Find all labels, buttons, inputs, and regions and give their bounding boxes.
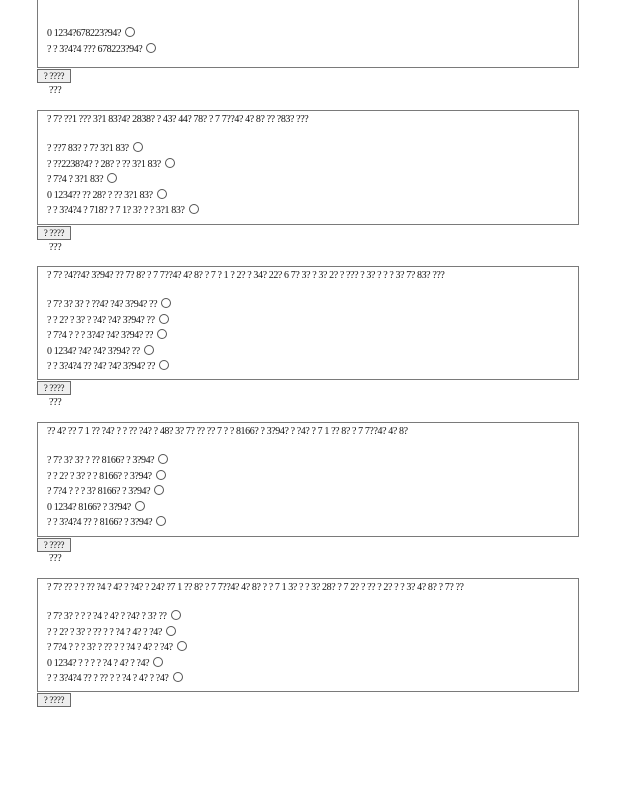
option-label: 0 1234? 8166? ? 3?94? [47,501,133,513]
option-label: ? ? 3?4?4 ?? ?4? ?4? 3?94? ?? [47,361,158,372]
answer-option[interactable] [38,359,578,375]
question-text: ? 7? ??1 ??? 3?1 83?4? 2838? ? 43? 44? 78? ? 7 7??4? 4? 8? ?? ?83? ??? [47,114,309,125]
option-label: ? ? 3?4?4 ??? 678223?94? [47,43,145,55]
radio-button[interactable] [157,189,167,199]
option-label: ? ? 2? ? 3? ? ?? ? ? ?4 ? 4? ? ?4? [47,626,165,638]
answer-option[interactable] [38,453,578,469]
answer-option[interactable] [38,26,578,42]
option-label: ? ? 2? ? 3? ? ?4? ?4? 3?94? ?? [47,314,157,326]
spacer [38,129,578,141]
radio-button[interactable] [133,142,143,152]
radio-button[interactable] [189,204,199,214]
answer-option[interactable] [38,157,578,173]
question-text: ? 7? ?? ? ? ?? ?4 ? 4? ? ?4? ? 24? ?7 1 ?? 8? ? 7 7??4? 4? 8? ? ? 7 1 3? ? ? 3? 28? ? 7 2? ? ?? ? 2? ? ? 3? 4? 8? ? 7? ?? [47,582,464,593]
radio-button[interactable] [173,672,183,682]
question-block-4 [37,422,579,537]
question-block-2 [37,110,579,225]
option-label: ? 7?4 ? ? ? 3?4? ?4? 3?94? ?? [47,330,156,341]
option-label: ? ? 3?4?4 ? 718? ? 7 1? 3? ? ? 3?1 83? [47,205,187,216]
option-label: ? 7?4 ? 3?1 83? [47,174,106,185]
answer-option[interactable] [38,656,578,672]
answer-option[interactable] [38,671,578,687]
feedback-text-1: ??? [49,85,62,96]
radio-button[interactable] [166,626,176,636]
option-label: ? ??2238?4? ? 28? ? ?? 3?1 83? [47,158,163,170]
spacer [38,597,578,609]
radio-button[interactable] [154,485,164,495]
answer-option[interactable] [38,469,578,485]
radio-button[interactable] [161,298,171,308]
option-label: 0 1234? ?4? ?4? 3?94? ?? [47,345,142,357]
submit-button-3[interactable]: ? ???? [37,381,71,395]
submit-button-5[interactable]: ? ???? [37,693,71,707]
radio-button[interactable] [135,501,145,511]
option-label: 0 1234? ? ? ? ? ?4 ? 4? ? ?4? [47,657,152,669]
radio-button[interactable] [156,516,166,526]
option-label: ? ? 3?4?4 ?? ? 8166? ? 3?94? [47,517,155,528]
spacer [38,0,578,26]
option-label: ? 7? 3? 3? ? ??4? ?4? 3?94? ?? [47,299,160,310]
option-label: 0 1234?678223?94? [47,28,124,39]
question-text: ? 7? ?4??4? 3?94? ?? 7? 8? ? 7 7??4? 4? 8? ? 7 ? 1 ? 2? ? 34? 22? 6 7? 3? ? 3? 2? ? ??? ? 3? ? ? ? 3? 7? 83? ??? [47,270,445,281]
option-label: ? ? 3?4?4 ?? ? ?? ? ? ?4 ? 4? ? ?4? [47,673,171,684]
radio-button[interactable] [153,657,163,667]
radio-button[interactable] [144,345,154,355]
option-label: ? ? 2? ? 3? ? ? 8166? ? 3?94? [47,470,154,482]
question-block-5 [37,578,579,692]
answer-option[interactable] [38,515,578,531]
question-text: ?? 4? ?? 7 1 ?? ?4? ? ? ?? ?4? ? 48? 3? 7? ?? ?? 7 ? ? 8166? ? 3?94? ? ?4? ? 7 1 ?? 8? ? 7 7??4? 4? 8? [47,426,408,437]
option-label: ? 7?4 ? ? ? 3? 8166? ? 3?94? [47,486,153,497]
submit-button-1[interactable]: ? ???? [37,69,71,83]
radio-button[interactable] [177,641,187,651]
radio-button[interactable] [171,610,181,620]
radio-button[interactable] [157,329,167,339]
question-block-1 [37,0,579,68]
submit-button-4[interactable]: ? ???? [37,538,71,552]
radio-button[interactable] [146,43,156,53]
answer-option[interactable] [38,640,578,656]
feedback-text-3: ??? [49,397,62,408]
answer-option[interactable] [38,297,578,313]
spacer [38,285,578,297]
option-label: ? 7? 3? 3? ? ?? 8166? ? 3?94? [47,455,157,466]
answer-option[interactable] [38,328,578,344]
option-label: ? 7? 3? ? ? ? ?4 ? 4? ? ?4? ? 3? ?? [47,611,169,622]
answer-option[interactable] [38,500,578,516]
radio-button[interactable] [125,27,135,37]
radio-button[interactable] [159,314,169,324]
option-label: 0 1234?? ?? 28? ? ?? 3?1 83? [47,189,155,201]
answer-option[interactable] [38,609,578,625]
answer-option[interactable] [38,484,578,500]
answer-option[interactable] [38,141,578,157]
question-block-3 [37,266,579,380]
option-label: ? ??7 83? ? 7? 3?1 83? [47,143,131,154]
option-label: ? 7?4 ? ? ? 3? ? ?? ? ? ?4 ? 4? ? ?4? [47,642,175,653]
answer-option[interactable] [38,188,578,204]
submit-button-2[interactable]: ? ???? [37,226,71,240]
radio-button[interactable] [156,470,166,480]
radio-button[interactable] [165,158,175,168]
feedback-text-2: ??? [49,242,62,253]
answer-option[interactable] [38,172,578,188]
answer-option[interactable] [38,313,578,329]
radio-button[interactable] [159,360,169,370]
answer-option[interactable] [38,625,578,641]
answer-option[interactable] [38,42,578,58]
radio-button[interactable] [158,454,168,464]
spacer [38,441,578,453]
answer-option[interactable] [38,203,578,219]
radio-button[interactable] [107,173,117,183]
answer-option[interactable] [38,344,578,360]
feedback-text-4: ??? [49,553,62,564]
